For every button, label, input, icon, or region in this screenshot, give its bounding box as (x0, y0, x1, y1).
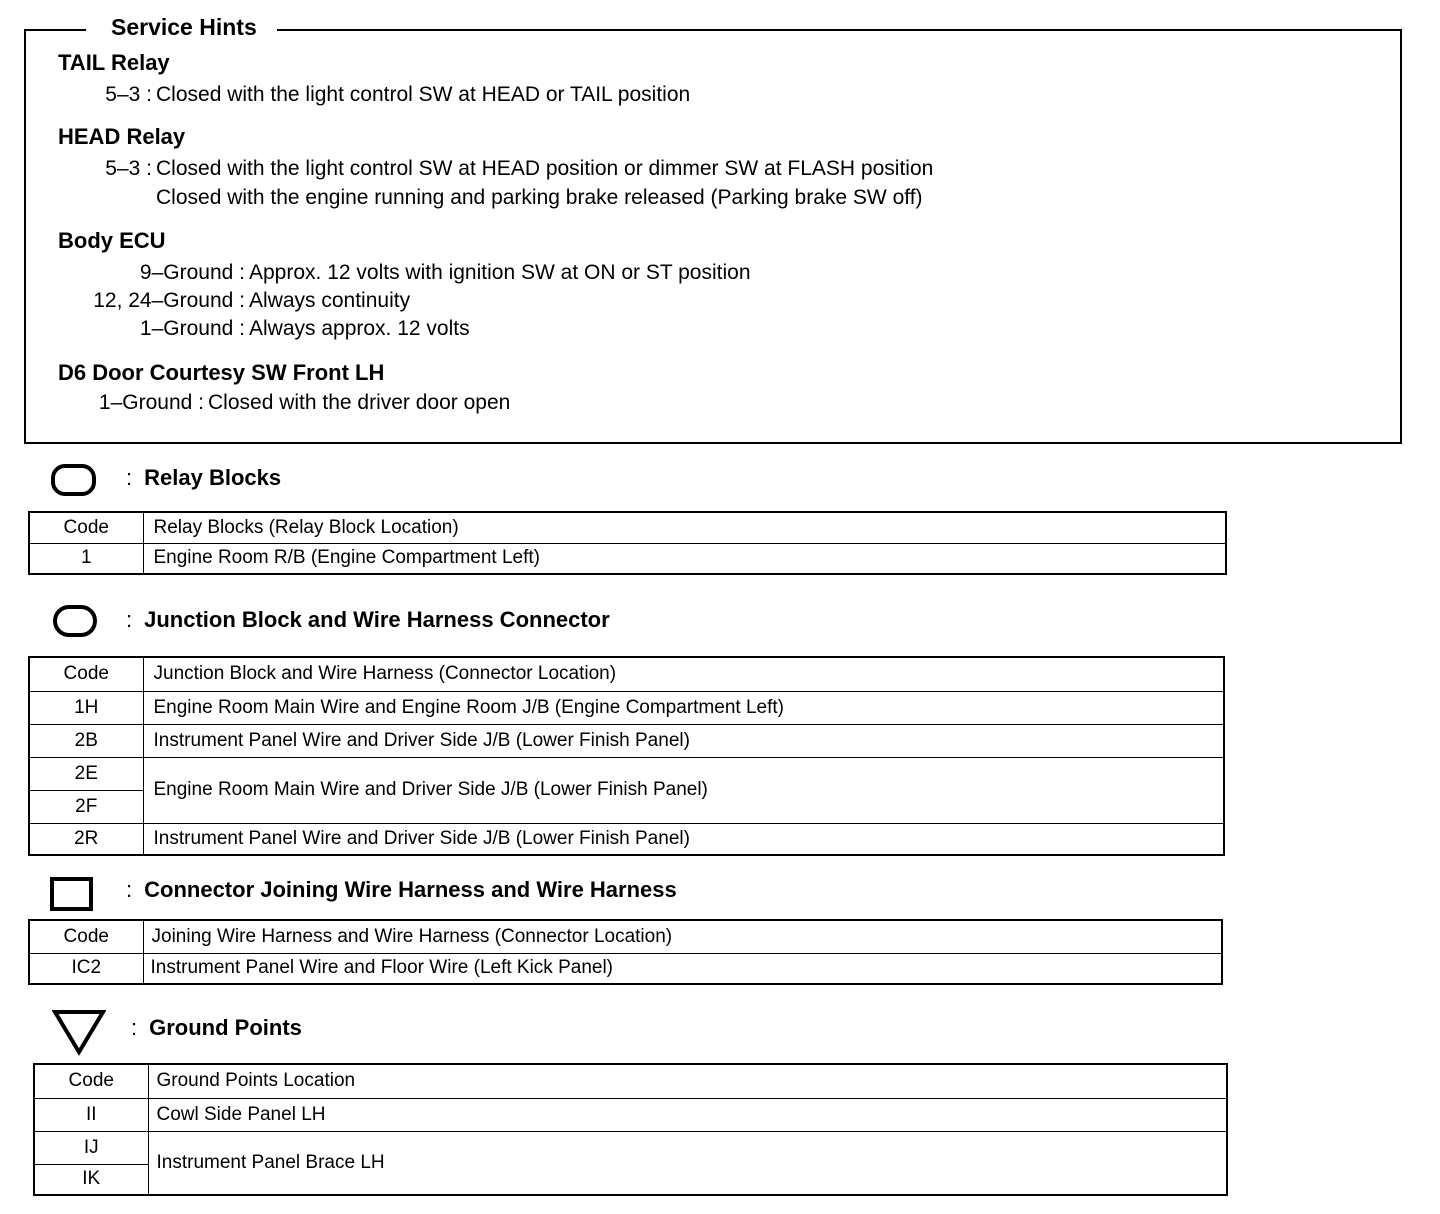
table-cell-desc: Engine Room Main Wire and Driver Side J/B (Lower Finish Panel) (143, 757, 1224, 823)
table-cell-code: 2E (29, 757, 143, 790)
table-cell-code: 2F (29, 790, 143, 823)
table-cell-code: II (34, 1098, 148, 1131)
table-header-row (29, 512, 1226, 543)
body-ecu-term-2: 12, 24–Ground : (93, 289, 245, 312)
table-cell-desc: Instrument Panel Wire and Driver Side J/B (Lower Finish Panel) (143, 823, 1224, 855)
table-cell-code: 2B (29, 724, 143, 757)
square-icon (49, 876, 95, 912)
table-header-code: Code (34, 1064, 148, 1098)
table-cell-code: 1 (29, 543, 143, 574)
table-header-row (34, 1064, 1227, 1098)
table-cell-desc: Instrument Panel Wire and Floor Wire (Left Kick Panel) (143, 953, 1222, 984)
oval-icon (51, 603, 99, 639)
table-row (34, 1098, 1227, 1131)
tail-relay-term: 5–3 : (105, 83, 152, 106)
table-header-row (29, 657, 1224, 691)
table-header-code: Code (29, 920, 143, 953)
ground-points-title (131, 1014, 302, 1042)
body-ecu-hint-1: Approx. 12 volts with ignition SW at ON or ST position (249, 261, 751, 284)
table-row (34, 1131, 1227, 1164)
table-header-code: Code (29, 512, 143, 543)
legend-colon: : (126, 607, 133, 632)
ground-points-table (33, 1063, 1228, 1196)
table-row (29, 543, 1226, 574)
relay-blocks-table (28, 511, 1227, 575)
ground-points-title-text: Ground Points (149, 1015, 302, 1040)
table-row (29, 953, 1222, 984)
junction-blocks-title (126, 606, 610, 634)
body-ecu-hint-2: Always continuity (249, 289, 411, 312)
relay-blocks-title-text: Relay Blocks (144, 465, 282, 490)
service-hints-title: Service Hints (86, 12, 277, 42)
legend-colon: : (126, 465, 133, 490)
junction-blocks-title-text: Junction Block and Wire Harness Connector (144, 607, 610, 632)
table-cell-desc: Instrument Panel Brace LH (148, 1131, 1227, 1195)
connectors-title (126, 876, 677, 904)
table-row (29, 757, 1224, 790)
junction-blocks-table (28, 656, 1225, 856)
table-header-row (29, 920, 1222, 953)
relay-blocks-title (126, 464, 281, 492)
table-cell-desc: Engine Room Main Wire and Engine Room J/B (Engine Compartment Left) (143, 691, 1224, 724)
table-cell-code: IK (34, 1164, 148, 1195)
table-cell-code: IC2 (29, 953, 143, 984)
table-cell-code: 2R (29, 823, 143, 855)
table-header-desc: Relay Blocks (Relay Block Location) (143, 512, 1226, 543)
tail-relay-title: TAIL Relay (58, 50, 170, 75)
door-sw-hint: Closed with the driver door open (208, 391, 511, 414)
table-cell-code: 1H (29, 691, 143, 724)
table-row (29, 823, 1224, 855)
body-ecu-hint-3: Always approx. 12 volts (249, 317, 470, 340)
table-header-desc: Ground Points Location (148, 1064, 1227, 1098)
connectors-title-text: Connector Joining Wire Harness and Wire Harness (144, 877, 677, 902)
body-ecu-term-1: 9–Ground : (139, 261, 245, 284)
table-row (29, 724, 1224, 757)
rounded-rect-icon (50, 463, 98, 497)
table-row (29, 691, 1224, 724)
table-header-code: Code (29, 657, 143, 691)
head-relay-hint-1: Closed with the light control SW at HEAD position or dimmer SW at FLASH position (156, 157, 934, 180)
table-cell-code: IJ (34, 1131, 148, 1164)
head-relay-title: HEAD Relay (58, 124, 186, 149)
table-cell-desc: Instrument Panel Wire and Driver Side J/B (Lower Finish Panel) (143, 724, 1224, 757)
head-relay-hint-2: Closed with the engine running and parking brake released (Parking brake SW off) (156, 186, 923, 209)
connectors-table (28, 919, 1223, 985)
body-ecu-title: Body ECU (58, 228, 166, 253)
tail-relay-hint: Closed with the light control SW at HEAD or TAIL position (156, 83, 691, 106)
legend-colon: : (126, 877, 133, 902)
body-ecu-term-3: 1–Ground : (139, 317, 245, 340)
door-sw-term: 1–Ground : (98, 391, 204, 414)
table-header-desc: Junction Block and Wire Harness (Connector Location) (143, 657, 1224, 691)
door-sw-title: D6 Door Courtesy SW Front LH (58, 360, 385, 385)
table-header-desc: Joining Wire Harness and Wire Harness (Connector Location) (143, 920, 1222, 953)
table-cell-desc: Engine Room R/B (Engine Compartment Left) (143, 543, 1226, 574)
head-relay-term: 5–3 : (105, 157, 152, 180)
legend-colon: : (131, 1015, 138, 1040)
table-cell-desc: Cowl Side Panel LH (148, 1098, 1227, 1131)
triangle-down-icon (52, 1008, 106, 1056)
